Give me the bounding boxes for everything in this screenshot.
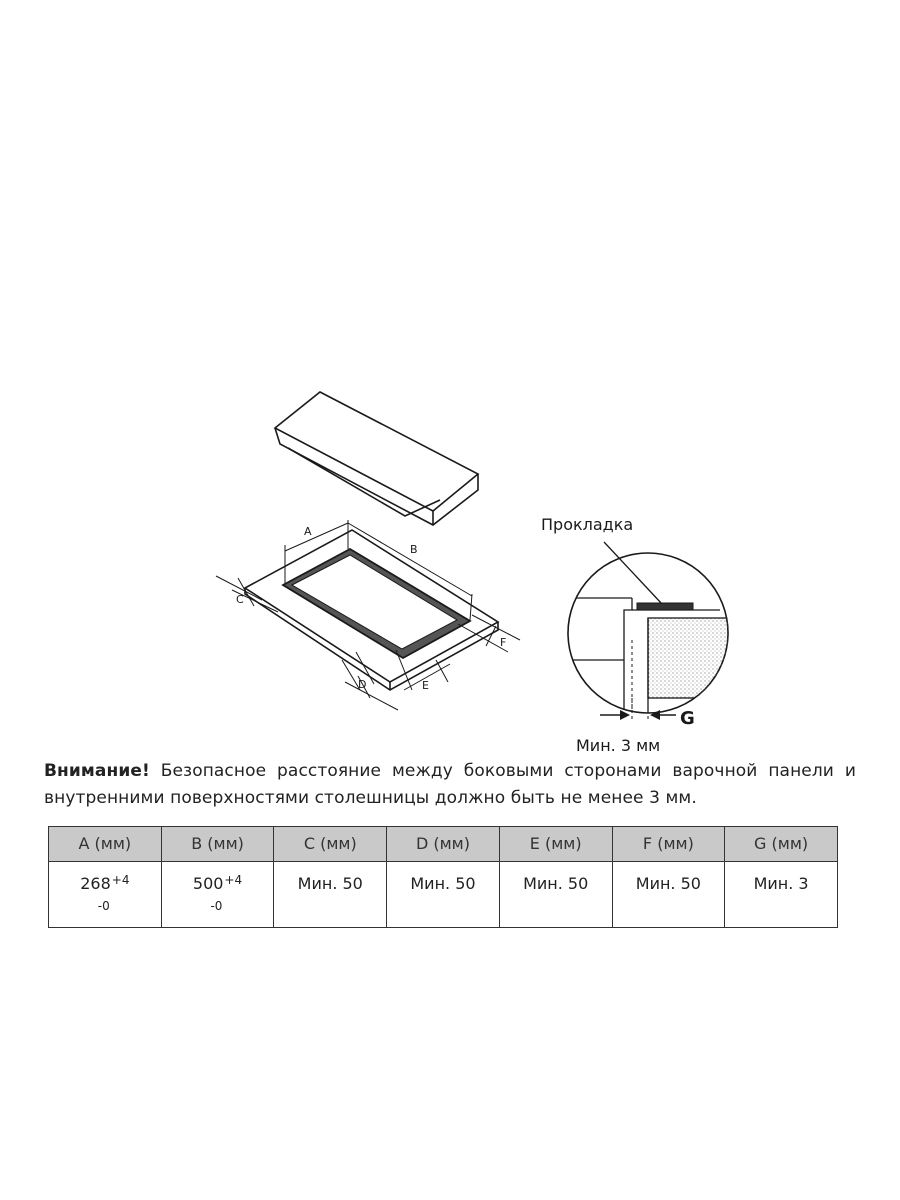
label-a: A (304, 525, 312, 538)
hob-drawing (275, 392, 478, 525)
cell-a-value: 268 (80, 874, 111, 893)
label-d: D (358, 678, 367, 691)
cell-a (49, 862, 162, 928)
cell-a-tol-down: -0 (97, 899, 110, 913)
label-b: B (410, 543, 418, 556)
warning-body: Безопасное расстояние между боковыми сторонами варочной панели и внутренними поверхностями столешницы должно быть не менее 3 мм. (44, 761, 856, 808)
header-f: F (мм) (612, 827, 725, 862)
header-d: D (мм) (387, 827, 500, 862)
cell-c: Мин. 50 (274, 862, 387, 928)
cell-e: Мин. 50 (499, 862, 612, 928)
min-gap-label: Мин. 3 мм (576, 736, 661, 755)
dimensions-table (48, 826, 838, 928)
label-f: F (500, 636, 507, 649)
cell-f: Мин. 50 (612, 862, 725, 928)
header-c: C (мм) (274, 827, 387, 862)
header-b: B (мм) (161, 827, 274, 862)
gasket-label: Прокладка (541, 515, 634, 534)
cell-b-tol-down: -0 (210, 899, 223, 913)
countertop-drawing (245, 530, 498, 690)
gasket-detail (541, 515, 738, 755)
cell-b-tol-up: +4 (224, 873, 243, 887)
header-g: G (мм) (725, 827, 838, 862)
cell-g: Мин. 3 (725, 862, 838, 928)
table-header-row (49, 827, 838, 862)
warning-text (44, 758, 856, 812)
label-c: C (236, 593, 244, 606)
header-a: A (мм) (49, 827, 162, 862)
cell-b (161, 862, 274, 928)
cell-b-value: 500 (192, 874, 224, 893)
header-e: E (мм) (499, 827, 612, 862)
cell-a-tol-up: +4 (111, 873, 130, 887)
table-row (49, 862, 838, 928)
label-g: G (680, 708, 695, 729)
gasket (637, 603, 693, 610)
warning-lead: Внимание! (44, 761, 150, 781)
cell-d: Мин. 50 (387, 862, 500, 928)
label-e: E (422, 679, 429, 692)
